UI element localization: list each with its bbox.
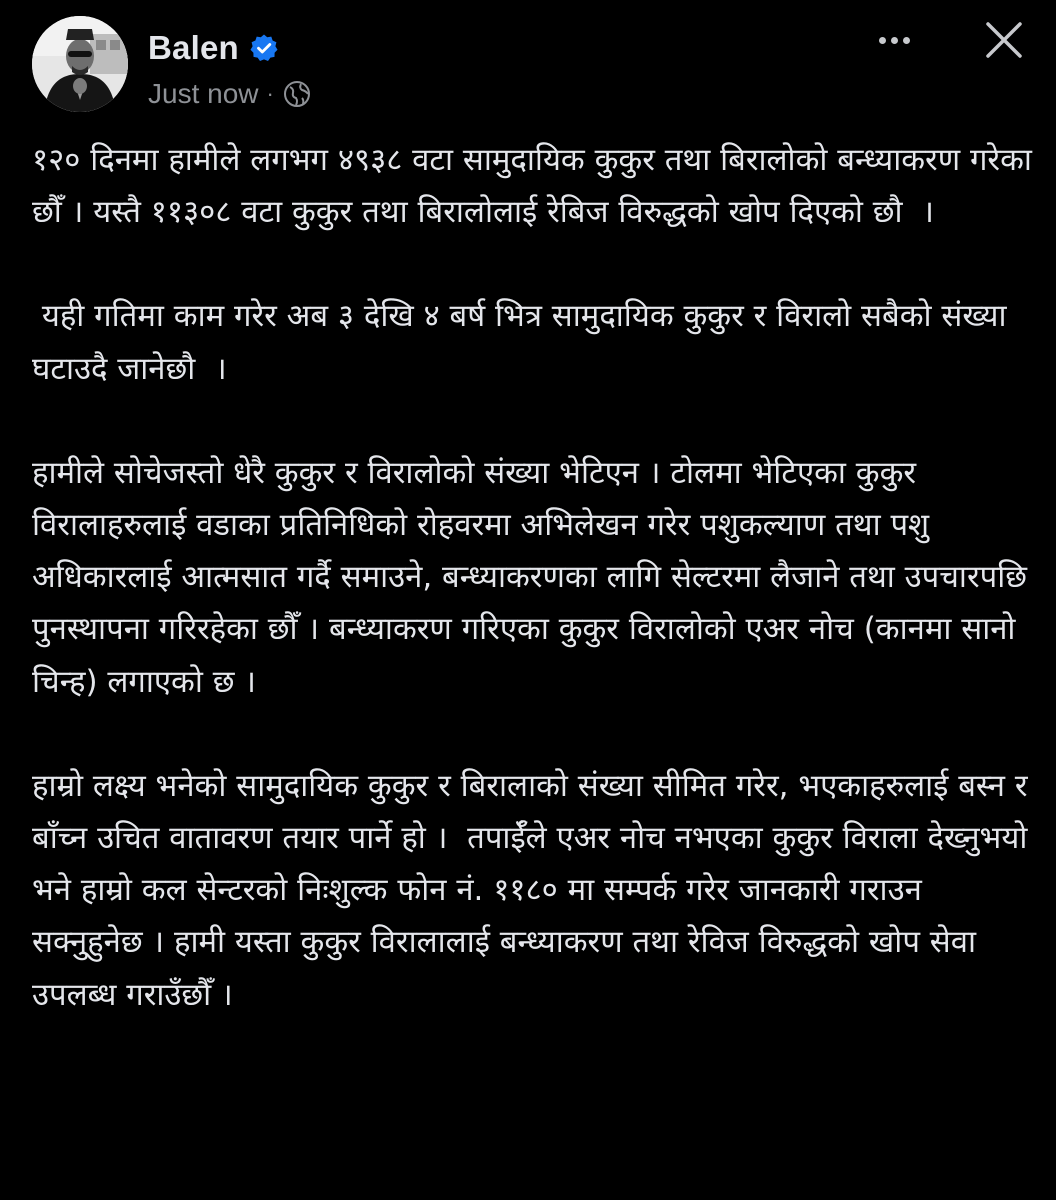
meta-separator: ·: [266, 81, 274, 106]
verified-badge-icon: [249, 33, 279, 63]
globe-icon[interactable]: [282, 79, 312, 109]
post-paragraph: यही गतिमा काम गरेर अब ३ देखि ४ बर्ष भित्र सामुदायिक कुकुर र विरालो सबैको संख्या घटाउदै जानेछौ ।: [32, 298, 1017, 387]
avatar-photo: [32, 16, 128, 112]
post-meta: [148, 76, 312, 112]
author-row: [148, 26, 279, 70]
post-body: [32, 134, 1042, 1021]
author-avatar[interactable]: [32, 16, 128, 112]
more-dot: [903, 37, 910, 44]
post-paragraph: १२० दिनमा हामीले लगभग ४९३८ वटा सामुदायिक कुकुर तथा बिरालोको बन्ध्याकरण गरेका छौँ । यस्तै ११३०८ वटा कुकुर तथा बिरालोलाई रेबिज विरुद्धको खोप दिएको छौ ।: [32, 142, 1042, 231]
post-timestamp[interactable]: Just now: [148, 78, 259, 109]
more-dot: [879, 37, 886, 44]
post-paragraph: हामीले सोचेजस्तो धेरै कुकुर र विरालोको संख्या भेटिएन । टोलमा भेटिएका कुकुर विरालाहरुलाई वडाका प्रतिनिधिको रोहवरमा अभिलेखन गरेर पशुकल्याण तथा पशु अधिकारलाई आत्मसात गर्दै समाउने, बन्ध्याकरणका लागि सेल्टरमा लैजाने तथा उपचारपछि पुनस्थापना गरिरहेका छौँ । बन्ध्याकरण गरिएका कुकुर विरालोको एअर नोच (कानमा सानो चिन्ह) लगाएको छ ।: [32, 454, 1037, 700]
more-options-icon[interactable]: [868, 22, 920, 58]
author-name[interactable]: Balen: [148, 29, 239, 66]
post-header: [0, 0, 1056, 130]
close-icon[interactable]: [978, 14, 1030, 66]
post-paragraph: हाम्रो लक्ष्य भनेको सामुदायिक कुकुर र बिरालाको संख्या सीमित गरेर, भएकाहरुलाई बस्न र बाँच्न उचित वातावरण तयार पार्ने हो । तपाईँले एअर नोच नभएका कुकुर विराला देख्नुभयो भने हाम्रो कल सेन्टरको निःशुल्क फोन नं. ११८० मा सम्पर्क गरेर जानकारी गराउन सक्नु्हुनेछ । हामी यस्ता कुकुर विरालालाई बन्ध्याकरण तथा रेविज विरुद्धको खोप सेवा उपलब्ध गराउँछौँ ।: [32, 767, 1038, 1013]
more-dot: [891, 37, 898, 44]
